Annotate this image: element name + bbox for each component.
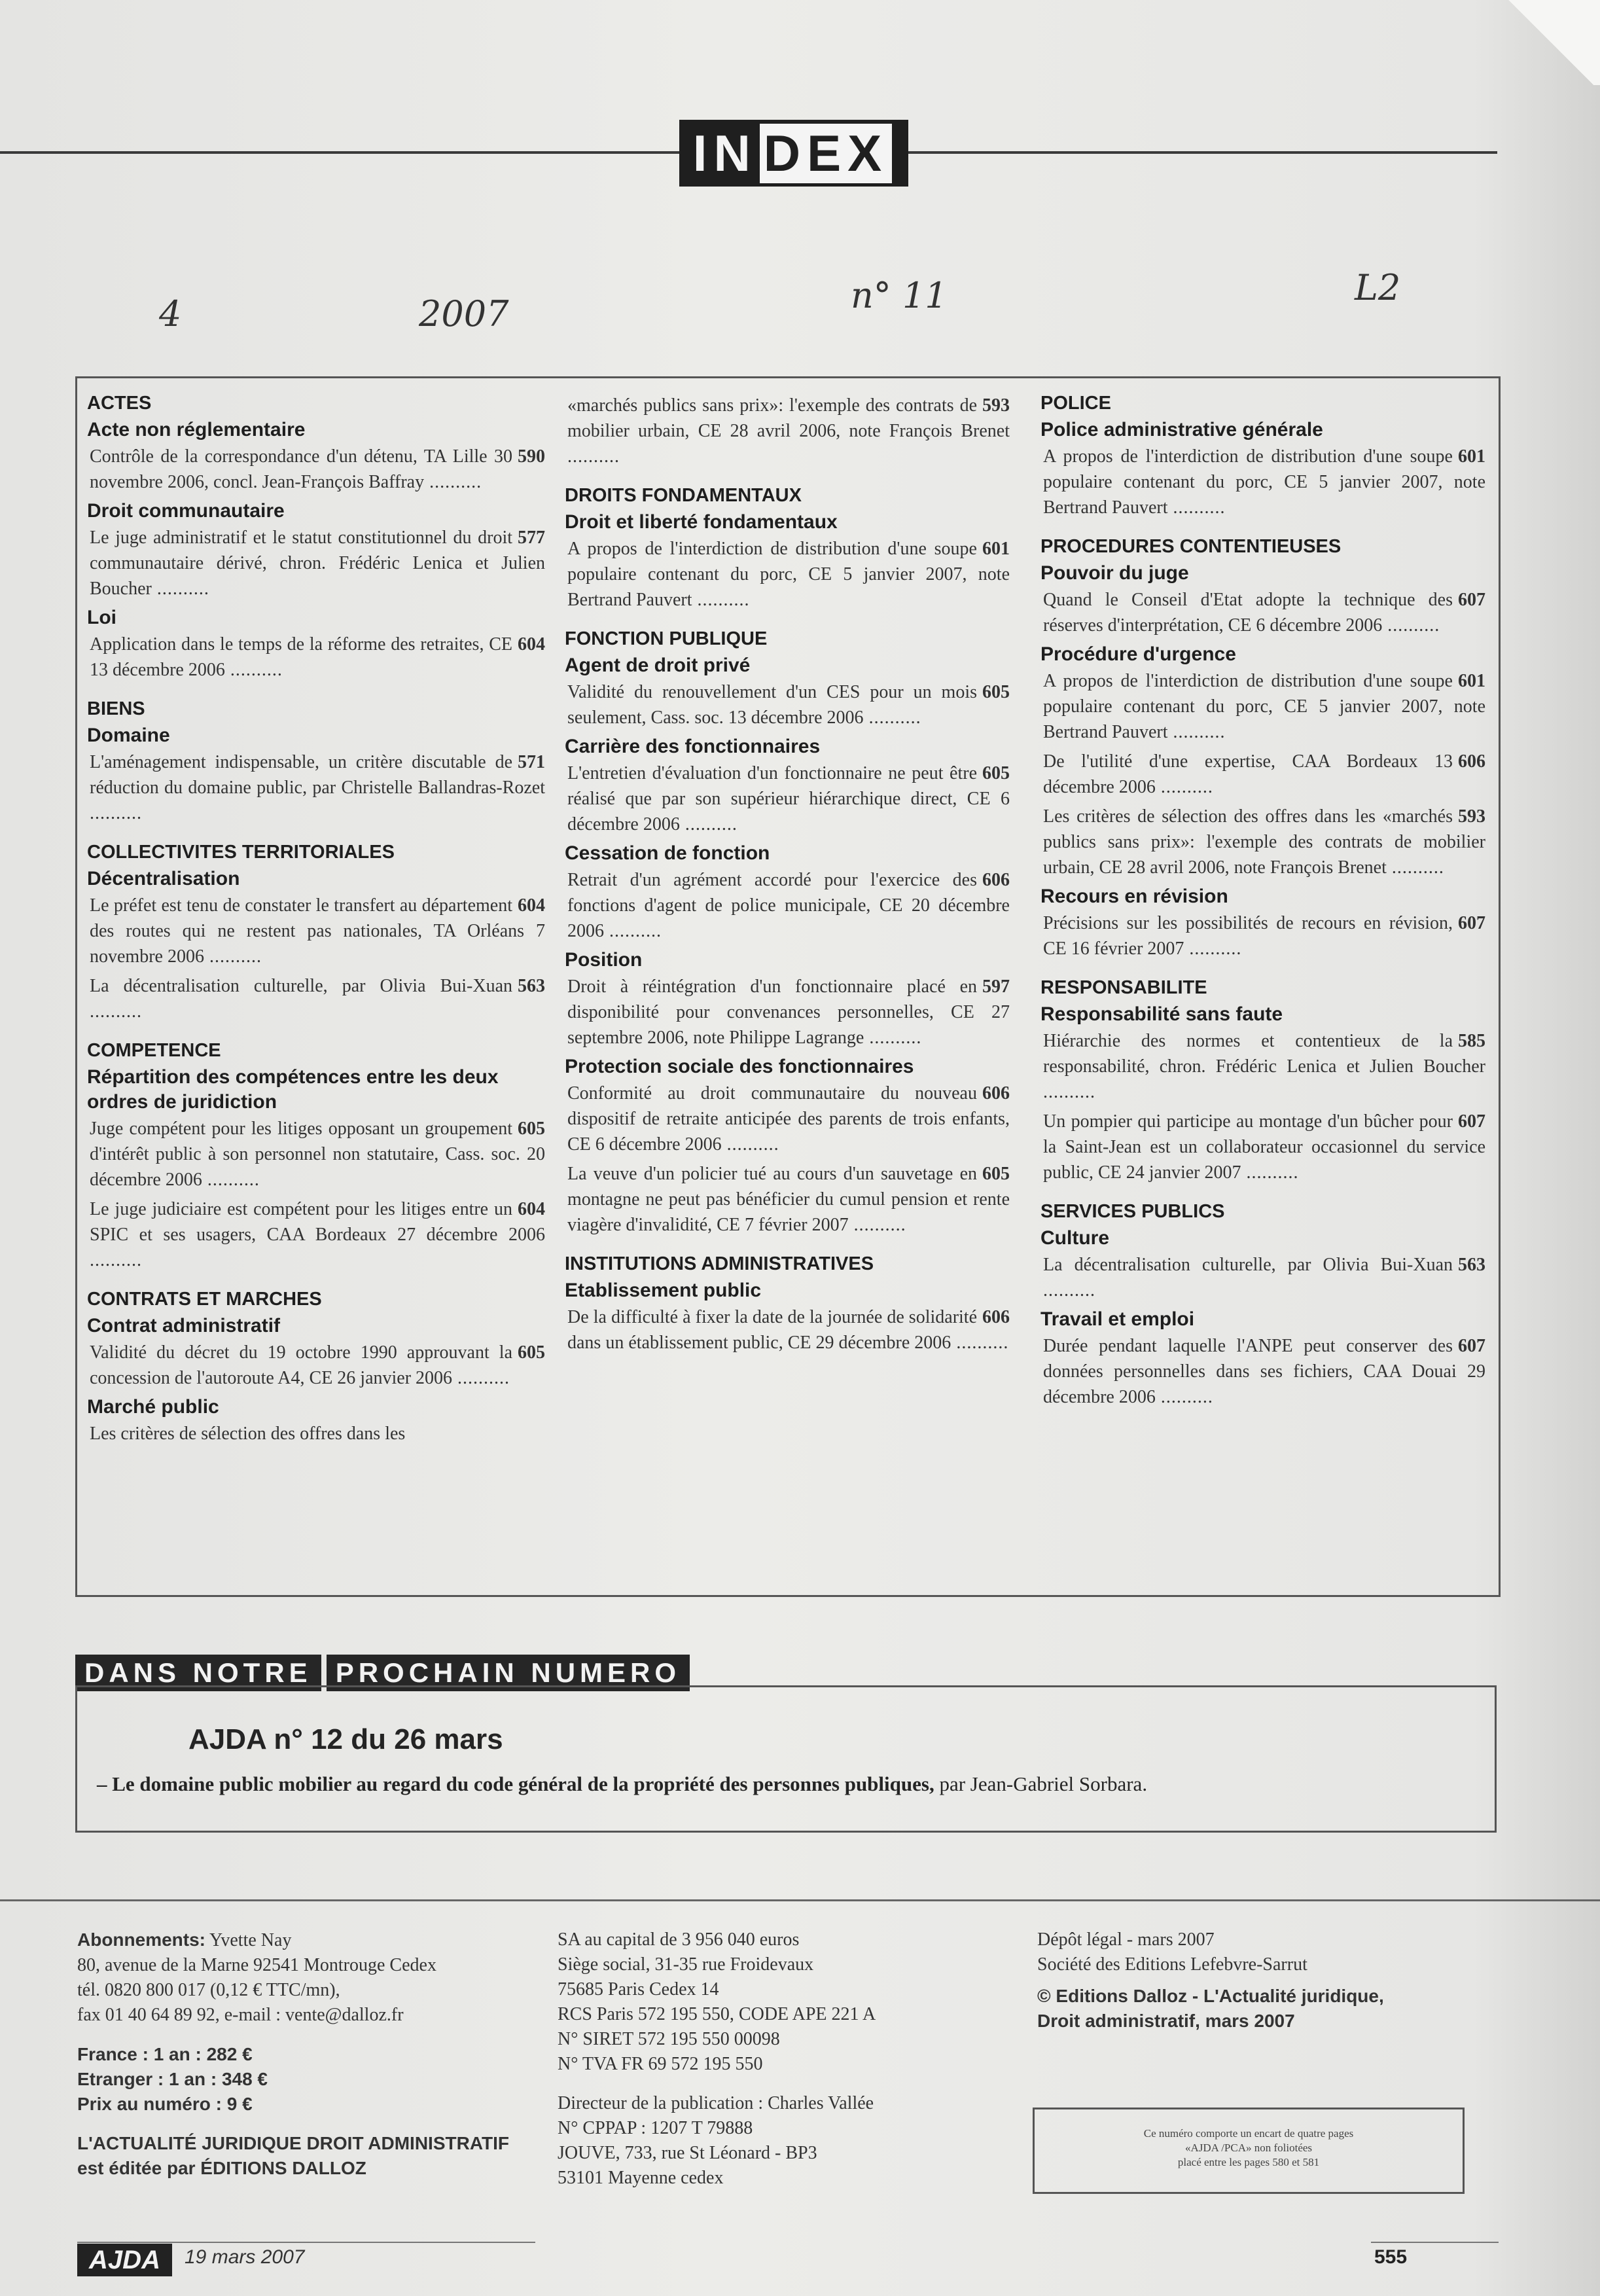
index-entry [90, 444, 545, 495]
index-section-heading: PROCEDURES CONTENTIEUSES [1040, 536, 1342, 557]
index-entry-page: 605 [518, 1119, 545, 1139]
index-entry [567, 536, 1010, 613]
index-entry-page: 604 [518, 895, 545, 916]
index-subheading: Etablissement public [565, 1280, 762, 1301]
index-subheading: Droit communautaire [87, 500, 285, 522]
leader-dots: .......... [848, 1215, 906, 1235]
index-entry-text: Juge compétent pour les litiges opposant un groupement d'intérêt public à son personnel non statutaire, Cass. soc. 20 décembre 2006 [90, 1119, 545, 1190]
index-entry-text: Validité du renouvellement d'un CES pour un mois seulement, Cass. soc. 13 décembre 2006 [567, 682, 977, 728]
index-subheading: Police administrative générale [1040, 419, 1323, 440]
index-entry [1043, 444, 1485, 520]
index-entry [90, 893, 545, 969]
index-entry [1043, 804, 1485, 880]
leader-dots: .......... [721, 1134, 779, 1155]
index-subheading: Domaine [87, 725, 170, 746]
next-issue-box [75, 1685, 1497, 1833]
index-entry [567, 679, 1010, 730]
footer-line: 80, avenue de la Marne 92541 Montrouge Cedex [77, 1955, 436, 1975]
footer-bottom-rule [77, 2242, 535, 2243]
index-entry-text: Hiérarchie des normes et contentieux de la responsabilité, chron. Frédéric Lenica et Julien Boucher [1043, 1031, 1485, 1077]
footer-line: Dépôt légal - mars 2007 [1037, 1929, 1215, 1950]
insert-notice [1033, 2108, 1465, 2194]
index-entry-page: 563 [1458, 1255, 1485, 1275]
index-entry [90, 973, 545, 1024]
leader-dots: .......... [679, 814, 738, 834]
header-rule-left [0, 151, 679, 154]
leader-dots: .......... [1167, 722, 1226, 742]
index-subheading: Répartition des compétences entre les deux ordres de juridiction [87, 1066, 499, 1113]
subscriptions-label: Abonnements: [77, 1929, 205, 1950]
index-subheading: Contrat administratif [87, 1315, 281, 1336]
index-section-heading: INSTITUTIONS ADMINISTRATIVES [565, 1253, 874, 1274]
index-entry-text: Les critères de sélection des offres dans les «marchés publics sans prix»: l'exemple des contrats de mobilier urbain, CE 28 avril 2006, note François Brenet [1043, 806, 1485, 878]
footer-line: JOUVE, 733, rue St Léonard - BP3 [558, 2143, 817, 2163]
index-subheading: Acte non réglementaire [87, 419, 306, 440]
index-entry-page: 605 [982, 682, 1010, 702]
index-box [75, 376, 1501, 1597]
index-entry-text: Droit à réintégration d'un fonctionnaire placé en disponibilité pour convenances personnelles, CE 27 septembre 2006, note Philippe Lagrange [567, 977, 1010, 1048]
index-section-heading: DROITS FONDAMENTAUX [565, 485, 802, 506]
index-subheading: Décentralisation [87, 868, 240, 889]
index-entry [567, 1081, 1010, 1157]
index-section-heading: CONTRATS ET MARCHES [87, 1289, 322, 1310]
index-section-heading: ACTES [87, 393, 152, 414]
footer-line: fax 01 40 64 89 92, e-mail : vente@dalloz.fr [77, 2005, 404, 2025]
copyright-line: © Editions Dalloz - L'Actualité juridique, [1037, 1986, 1384, 2006]
index-banner-right: DEX [760, 124, 892, 183]
index-column [565, 391, 1010, 1359]
leader-dots: .......... [224, 660, 283, 680]
index-section-heading: SERVICES PUBLICS [1040, 1201, 1225, 1222]
page-corner-fold [1502, 0, 1600, 85]
index-entry [1043, 668, 1485, 745]
index-entry-page: 601 [982, 539, 1010, 559]
index-entry [567, 867, 1010, 944]
index-entry-page: 597 [982, 977, 1010, 997]
index-entry [90, 1340, 545, 1391]
index-entry-page: 605 [982, 1164, 1010, 1184]
index-subheading: Droit et liberté fondamentaux [565, 511, 838, 533]
index-subheading: Pouvoir du juge [1040, 562, 1189, 584]
index-entry [90, 1116, 545, 1193]
footer-line: N° TVA FR 69 572 195 550 [558, 2054, 763, 2074]
index-entry-text: «marchés publics sans prix»: l'exemple des contrats de mobilier urbain, CE 28 avril 2006, note François Brenet [567, 395, 1010, 441]
leader-dots: .......... [90, 803, 142, 823]
index-entry [90, 1196, 545, 1273]
index-entry-page: 601 [1458, 671, 1485, 691]
handwritten-note: L2 [1355, 267, 1401, 308]
index-entry-page: 593 [982, 395, 1010, 416]
index-entry-page: 593 [1458, 806, 1485, 827]
index-entry-page: 604 [518, 1199, 545, 1219]
page-number: 555 [1374, 2246, 1408, 2268]
index-entry-page: 606 [982, 1083, 1010, 1103]
copyright-line: Droit administratif, mars 2007 [1037, 2011, 1295, 2031]
index-section-heading: RESPONSABILITE [1040, 977, 1207, 998]
index-entry-page: 563 [518, 976, 545, 996]
index-entry-page: 607 [1458, 913, 1485, 933]
index-entry-text: Le juge judiciaire est compétent pour les litiges entre un SPIC et ses usagers, CAA Bordeaux 27 décembre 2006 [90, 1199, 545, 1245]
index-entry-page: 604 [518, 634, 545, 655]
footer-line: tél. 0820 800 017 (0,12 € TTC/mn), [77, 1980, 340, 2000]
issue-date: 19 mars 2007 [185, 2246, 305, 2268]
footer-line: SA au capital de 3 956 040 euros [558, 1929, 800, 1950]
index-entry-text: Validité du décret du 19 octobre 1990 approuvant la concession de l'autoroute A4, CE 26 janvier 2006 [90, 1342, 512, 1388]
index-entry-text: La décentralisation culturelle, par Olivia Bui-Xuan [1043, 1255, 1453, 1275]
index-entry-page: 605 [982, 763, 1010, 783]
index-entry-page: 585 [1458, 1031, 1485, 1051]
index-subheading: Recours en révision [1040, 886, 1228, 907]
handwritten-note: 2007 [419, 293, 509, 334]
index-entry-text: Application dans le temps de la réforme des retraites, CE 13 décembre 2006 [90, 634, 512, 680]
next-issue-tab-right: PROCHAIN NUMERO [327, 1655, 690, 1691]
index-section-heading: COMPETENCE [87, 1040, 221, 1061]
leader-dots: .......... [424, 472, 482, 492]
leader-dots: .......... [604, 921, 662, 941]
next-issue-article [97, 1772, 1147, 1796]
index-entry-page: 607 [1458, 1111, 1485, 1132]
next-issue-article-title: – Le domaine public mobilier au regard du code général de la propriété des personnes publiques, [97, 1772, 934, 1795]
index-entry-page: 607 [1458, 1336, 1485, 1356]
index-entry-page: 607 [1458, 590, 1485, 610]
index-entry [90, 525, 545, 601]
index-entry [1043, 1109, 1485, 1185]
index-entry [90, 749, 545, 826]
index-entry-text: A propos de l'interdiction de distribution d'une soupe populaire contenant du porc, CE 5 janvier 2007, note Bertrand Pauvert [1043, 671, 1485, 742]
leader-dots: .......... [863, 708, 921, 728]
header-rule-right [908, 151, 1497, 154]
next-issue-article-author: par Jean-Gabriel Sorbara. [934, 1772, 1148, 1795]
index-entry [567, 1161, 1010, 1238]
index-entry [90, 1421, 545, 1446]
publisher-line: est éditée par ÉDITIONS DALLOZ [77, 2158, 366, 2178]
index-entry-page: 606 [982, 870, 1010, 890]
index-entry-text: La décentralisation culturelle, par Olivia Bui-Xuan [90, 976, 512, 996]
leader-dots: .......... [1386, 857, 1444, 878]
leader-dots: .......... [151, 579, 209, 599]
handwritten-note: 4 [159, 293, 182, 334]
index-entry-text: Durée pendant laquelle l'ANPE peut conserver des données personnelles dans ses fichiers, CAA Douai 29 décembre 2006 [1043, 1336, 1485, 1407]
index-entry-text: Le préfet est tenu de constater le transfert au département des routes qui ne restent pas nationales, TA Orléans 7 novembre 2006 [90, 895, 545, 967]
index-entry-page: 571 [518, 752, 545, 772]
index-section-heading: COLLECTIVITES TERRITORIALES [87, 842, 395, 863]
subscriptions-name: Yvette Nay [205, 1930, 292, 1950]
index-entry [567, 393, 1010, 469]
insert-line: Ce numéro comporte un encart de quatre pages [1143, 2127, 1354, 2140]
index-entry [1043, 1028, 1485, 1105]
index-subheading: Marché public [87, 1396, 219, 1418]
leader-dots: .......... [951, 1333, 1009, 1353]
index-entry-text: Le juge administratif et le statut constitutionnel du droit communautaire dérivé, chron. Frédéric Lenica et Julien Boucher [90, 528, 545, 599]
leader-dots: .......... [567, 446, 620, 467]
footer-line: Directeur de la publication : Charles Vallée [558, 2093, 874, 2113]
leader-dots: .......... [1184, 939, 1242, 959]
index-entry-text: De l'utilité d'une expertise, CAA Bordeaux 13 décembre 2006 [1043, 751, 1453, 797]
index-entry [1043, 1333, 1485, 1410]
index-entry [567, 1304, 1010, 1355]
leader-dots: .......... [202, 1170, 260, 1190]
leader-dots: .......... [204, 946, 262, 967]
subscriptions-contact [77, 1928, 535, 1953]
index-subheading: Responsabilité sans faute [1040, 1003, 1283, 1025]
index-entry-text: Retrait d'un agrément accordé pour l'exercice des fonctions d'agent de police municipale, CE 20 décembre 2006 [567, 870, 1010, 941]
index-banner [679, 120, 908, 187]
index-subheading: Position [565, 949, 643, 971]
price-line: Etranger : 1 an : 348 € [77, 2069, 268, 2089]
footer-legal [1037, 1928, 1495, 2034]
index-entry-text: L'aménagement indispensable, un critère discutable de réduction du domaine public, par Christelle Ballandras-Rozet [90, 752, 545, 798]
footer-line: N° SIRET 572 195 550 00098 [558, 2029, 780, 2049]
index-entry-text: L'entretien d'évaluation d'un fonctionnaire ne peut être réalisé que par son supérieur hiérarchique direct, CE 6 décembre 2006 [567, 763, 1010, 834]
leader-dots: .......... [1155, 1387, 1213, 1407]
index-entry-page: 606 [1458, 751, 1485, 772]
index-entry [1043, 749, 1485, 800]
insert-line: placé entre les pages 580 et 581 [1177, 2156, 1320, 2168]
price-line: Prix au numéro : 9 € [77, 2094, 253, 2114]
footer-company-info [558, 1928, 1003, 2191]
footer-bottom-rule [1371, 2242, 1499, 2243]
index-subheading: Travail et emploi [1040, 1308, 1195, 1330]
index-subheading: Carrière des fonctionnaires [565, 736, 821, 757]
index-entry-text: La veuve d'un policier tué au cours d'un sauvetage en montagne ne peut pas bénéficier du cumul pension et rente viagère d'invalidité, CE 7 février 2007 [567, 1164, 1010, 1235]
leader-dots: .......... [90, 1001, 142, 1022]
price-line: France : 1 an : 282 € [77, 2044, 253, 2064]
footer-line: RCS Paris 572 195 550, CODE APE 221 A [558, 2004, 876, 2024]
index-subheading: Protection sociale des fonctionnaires [565, 1056, 914, 1077]
publisher-line: L'ACTUALITÉ JURIDIQUE DROIT ADMINISTRATIF [77, 2133, 509, 2153]
leader-dots: .......... [1043, 1082, 1095, 1102]
footer-line: 75685 Paris Cedex 14 [558, 1979, 719, 2000]
index-entry [90, 632, 545, 683]
handwritten-note: n° 11 [851, 275, 948, 316]
index-entry-text: Conformité au droit communautaire du nouveau dispositif de retraite anticipée des parents de trois enfants, CE 6 décembre 2006 [567, 1083, 1010, 1155]
index-section-heading: FONCTION PUBLIQUE [565, 628, 768, 649]
leader-dots: .......... [1382, 615, 1440, 636]
insert-line: «AJDA /PCA» non foliotées [1184, 2142, 1313, 2154]
footer-line: N° CPPAP : 1207 T 79888 [558, 2118, 753, 2138]
index-entry-text: A propos de l'interdiction de distribution d'une soupe populaire contenant du porc, CE 5 janvier 2007, note Bertrand Pauvert [1043, 446, 1485, 518]
index-entry [567, 974, 1010, 1050]
index-entry-text: Précisions sur les possibilités de recours en révision, CE 16 février 2007 [1043, 913, 1453, 959]
index-entry [567, 761, 1010, 837]
next-issue-tab-left: DANS NOTRE [75, 1655, 321, 1691]
index-subheading: Procédure d'urgence [1040, 643, 1236, 665]
index-entry-text: A propos de l'interdiction de distribution d'une soupe populaire contenant du porc, CE 5 janvier 2007, note Bertrand Pauvert [567, 539, 1010, 610]
footer-line: Siège social, 31-35 rue Froidevaux [558, 1954, 814, 1975]
leader-dots: .......... [692, 590, 750, 610]
leader-dots: .......... [1167, 497, 1226, 518]
index-banner-left: IN [692, 124, 757, 182]
index-entry [1043, 587, 1485, 638]
next-issue-title: AJDA n° 12 du 26 mars [188, 1723, 503, 1755]
index-column [1040, 391, 1485, 1414]
index-entry-text: Quand le Conseil d'Etat adopte la technique des réserves d'interprétation, CE 6 décembre 2006 [1043, 590, 1453, 636]
index-subheading: Agent de droit privé [565, 655, 751, 676]
leader-dots: .......... [1241, 1162, 1299, 1183]
index-subheading: Cessation de fonction [565, 842, 770, 864]
leader-dots: .......... [452, 1368, 510, 1388]
leader-dots: .......... [90, 1250, 142, 1270]
index-entry-page: 605 [518, 1342, 545, 1363]
index-subheading: Culture [1040, 1227, 1109, 1249]
leader-dots: .......... [1043, 1280, 1095, 1300]
index-entry-page: 590 [518, 446, 545, 467]
footer-rule [0, 1899, 1600, 1901]
index-section-heading: POLICE [1040, 393, 1111, 414]
footer-subscriptions [77, 1928, 535, 2181]
index-entry-text: Contrôle de la correspondance d'un détenu, TA Lille 30 novembre 2006, concl. Jean-François Baffray [90, 446, 512, 492]
index-entry-page: 601 [1458, 446, 1485, 467]
leader-dots: .......... [1155, 777, 1213, 797]
footer-line: 53101 Mayenne cedex [558, 2168, 724, 2188]
index-subheading: Loi [87, 607, 116, 628]
index-entry-page: 577 [518, 528, 545, 548]
index-section-heading: BIENS [87, 698, 145, 719]
index-entry-text: Un pompier qui participe au montage d'un bûcher pour la Saint-Jean est un collaborateur occasionnel du service public, CE 24 janvier 2007 [1043, 1111, 1485, 1183]
index-column [87, 391, 545, 1450]
index-entry [1043, 1252, 1485, 1303]
index-entry-text: Les critères de sélection des offres dans les [90, 1424, 406, 1444]
footer-line: Société des Editions Lefebvre-Sarrut [1037, 1954, 1307, 1975]
leader-dots: .......... [864, 1028, 922, 1048]
index-entry [1043, 910, 1485, 961]
ajda-logo: AJDA [77, 2244, 172, 2276]
index-entry-text: De la difficulté à fixer la date de la journée de solidarité dans un établissement public, CE 29 décembre 2006 [567, 1307, 977, 1353]
index-entry-page: 606 [982, 1307, 1010, 1327]
